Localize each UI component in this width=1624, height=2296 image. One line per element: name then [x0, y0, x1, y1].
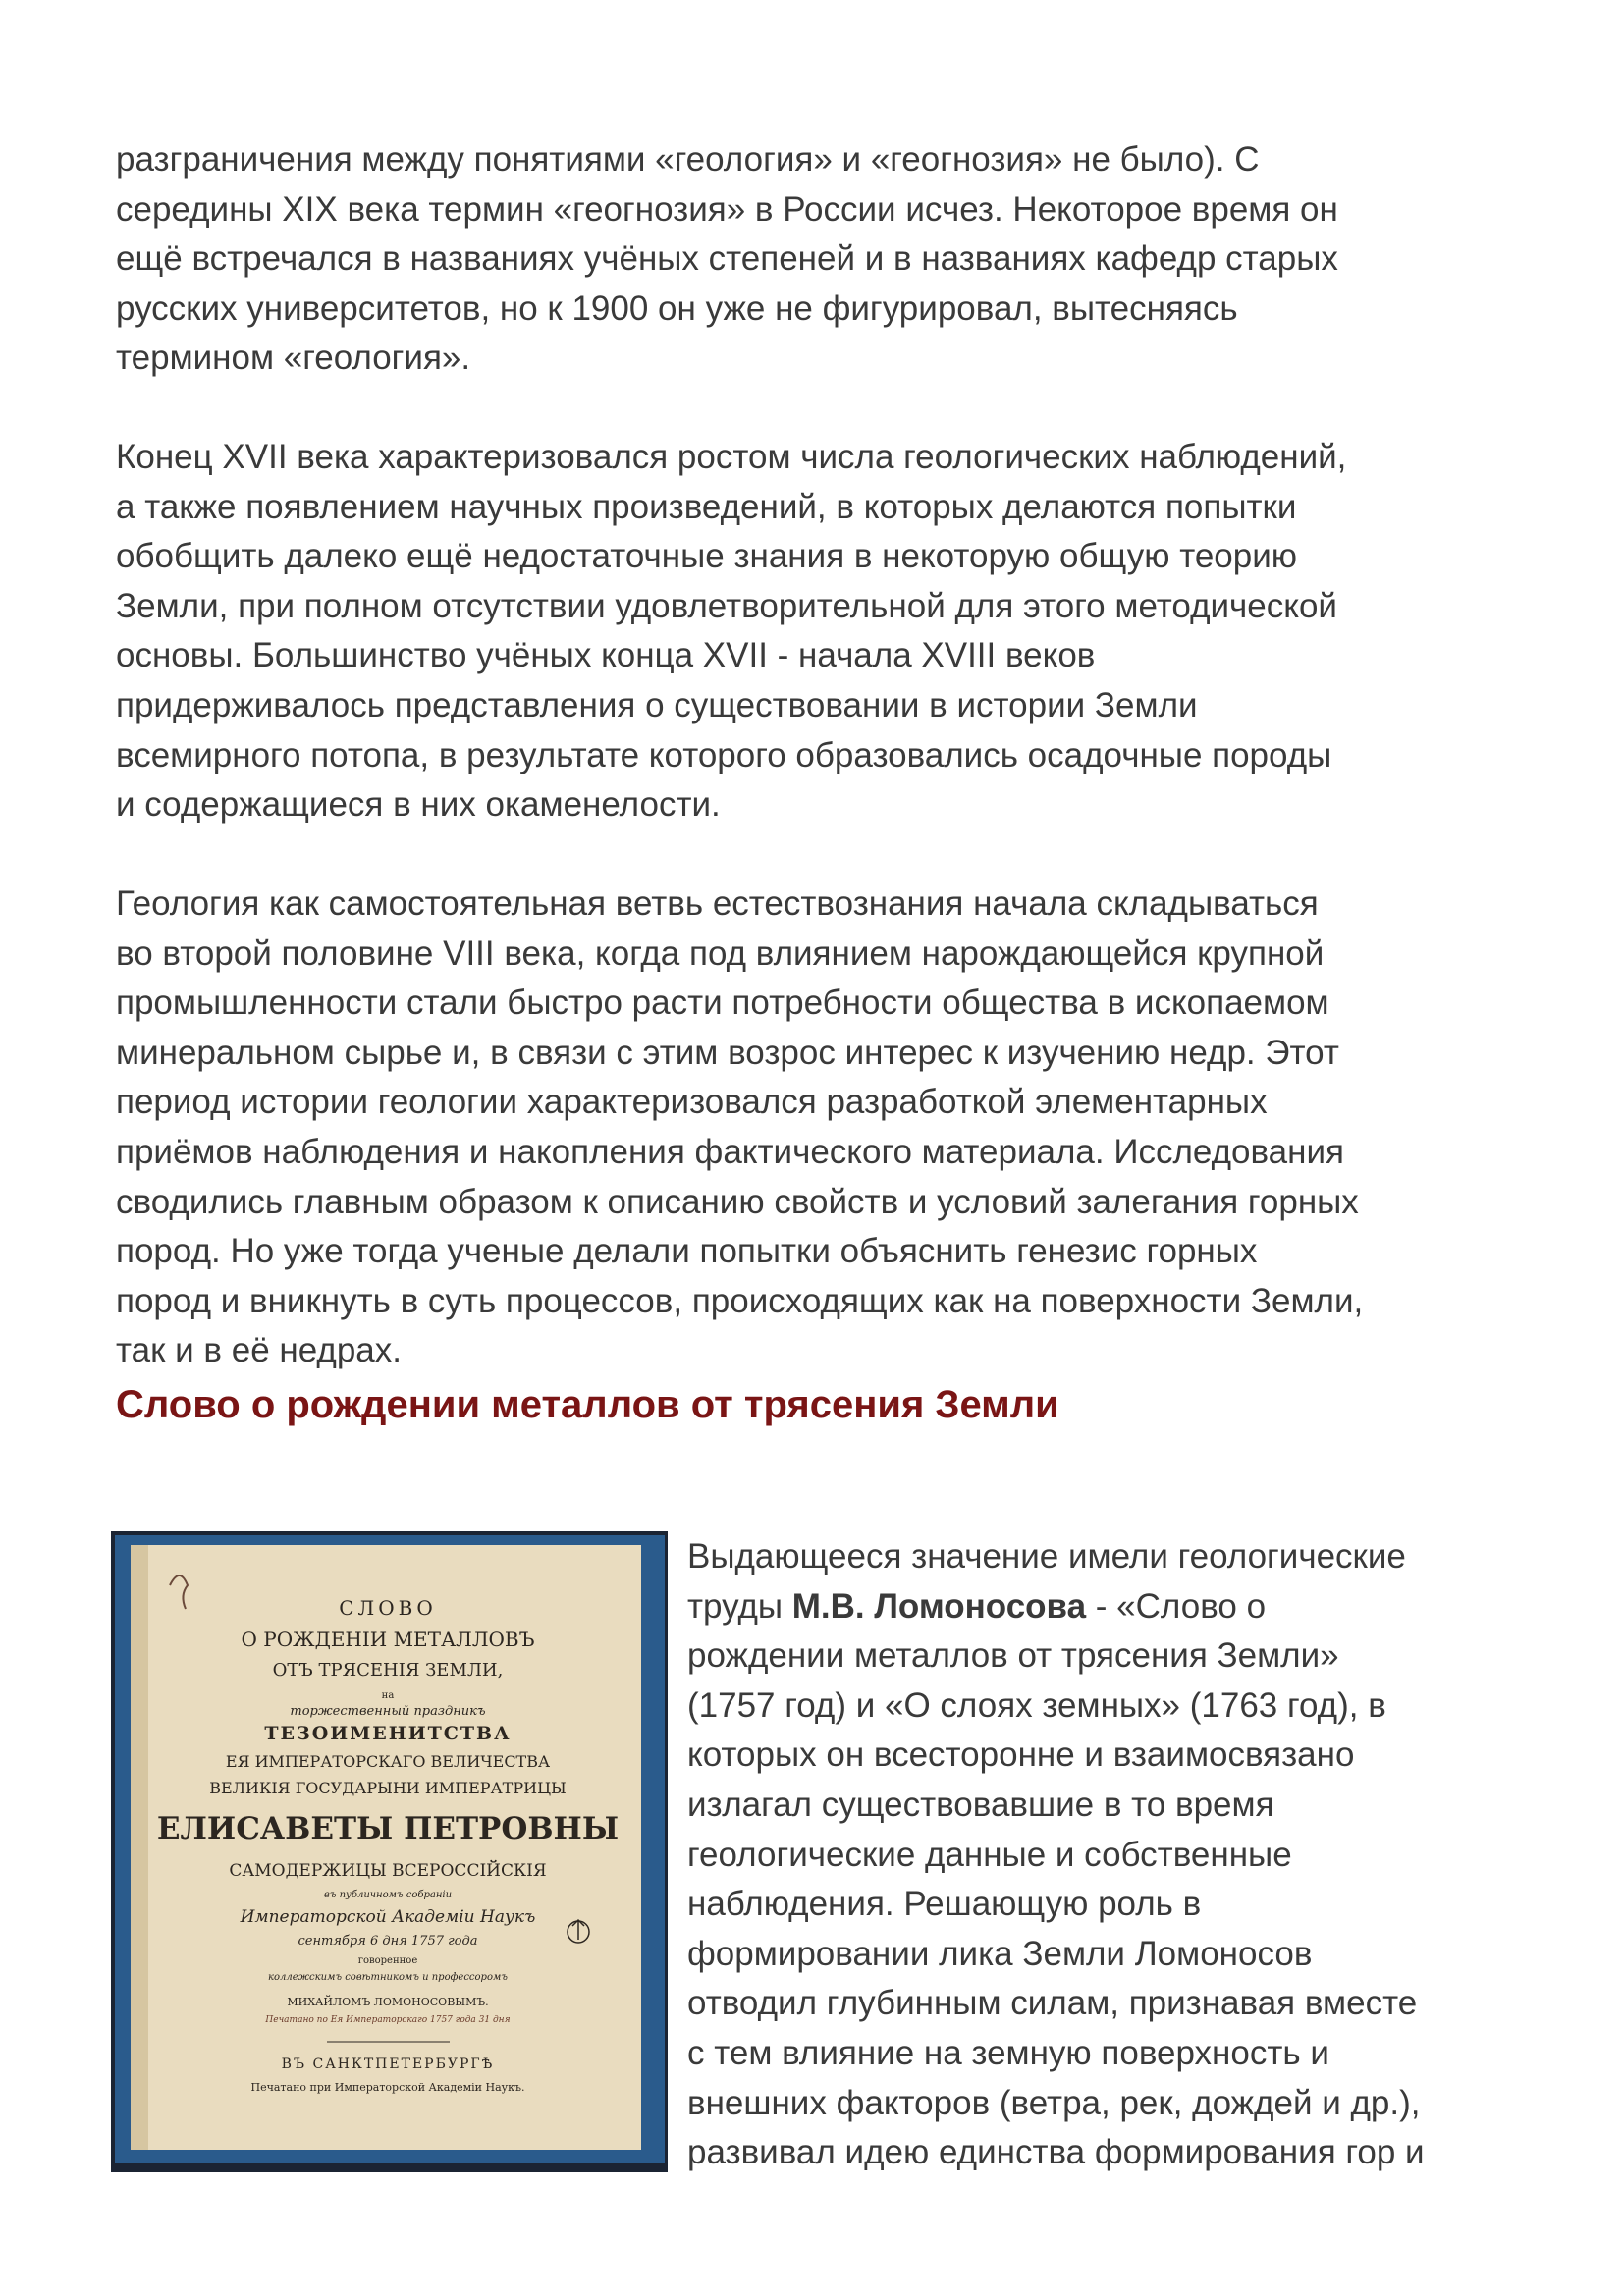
book-line: СЛОВО — [339, 1596, 437, 1620]
text-line: всемирного потопа, в результате которого образовались осадочные породы — [116, 735, 1332, 774]
book-line: МИХАЙЛОМЪ ЛОМОНОСОВЫМЪ. — [287, 1996, 489, 2008]
text-line: разграничения между понятиями «геология» и «геогнозия» не было). С — [116, 140, 1260, 179]
book-line: на — [381, 1690, 395, 1701]
text-line: ещё встречался в названиях учёных степеней и в названиях кафедр старых — [116, 240, 1338, 279]
book-line: Императорской Академіи Наукъ — [240, 1907, 536, 1927]
book-photo-svg — [111, 1531, 668, 2172]
text-line: минеральном сырье и, в связи с этим возрос интерес к изучению недр. Этот — [116, 1033, 1339, 1072]
text-line: во второй половине VIII века, когда под влиянием нарождающейся крупной — [116, 934, 1325, 973]
section-heading: Слово о рождении металлов от трясения Земли — [116, 1383, 1059, 1426]
text-line: внешних факторов (ветра, рек, дождей и др.), — [687, 2083, 1421, 2122]
book-line: ОТЪ ТРЯСЕНІЯ ЗЕМЛИ, — [272, 1660, 504, 1681]
lomonosov-name: М.В. Ломоносова — [791, 1586, 1087, 1626]
text-line: Выдающееся значение имели геологические — [687, 1537, 1406, 1575]
text-line: Земли, при полном отсутствии удовлетворительной для этого методической — [116, 586, 1337, 625]
book-line: коллежскимъ совѣтникомъ и профессоромъ — [268, 1972, 508, 1983]
binding-shadow — [131, 1545, 148, 2150]
text-line: наблюдения. Решающую роль в — [687, 1885, 1202, 1924]
paragraph-geognosy — [116, 135, 1530, 384]
text-line: середины XIX века термин «геогнозия» в России исчез. Некоторое время он — [116, 189, 1338, 229]
book-line: торжественный праздникъ — [290, 1704, 486, 1719]
text-line: геологические данные и собственные — [687, 1835, 1292, 1874]
text-line: излагал существовавшие в то время — [687, 1785, 1274, 1824]
text-line: пород и вникнуть в суть процессов, происходящих как на поверхности Земли, — [116, 1281, 1364, 1320]
book-line: Печатано по Ея Императорскаго 1757 года 31 дня — [265, 2015, 511, 2025]
text-line: формировании лика Земли Ломоносов — [687, 1934, 1313, 1973]
paragraph-xvii-century — [116, 433, 1530, 830]
text-line: обобщить далеко ещё недостаточные знания в некоторую общую теорию — [116, 537, 1298, 576]
book-line: ЕЯ ИМПЕРАТОРСКАГО ВЕЛИЧЕСТВА — [225, 1752, 551, 1771]
book-line: сентября 6 дня 1757 года — [298, 1934, 478, 1949]
book-line: САМОДЕРЖИЦЫ ВСЕРОССІЙСКІЯ — [229, 1861, 547, 1881]
text-line: основы. Большинство учёных конца XVII - начала XVIII веков — [116, 636, 1096, 675]
text-line: так и в её недрах. — [116, 1331, 402, 1370]
book-line: О РОЖДЕНІИ МЕТАЛЛОВЪ — [241, 1628, 535, 1651]
text-line: русских университетов, но к 1900 он уже не фигурировал, вытесняясь — [116, 289, 1238, 328]
text-line: рождении металлов от трясения Земли» — [687, 1636, 1339, 1676]
text-line: период истории геологии характеризовался разработкой элементарных — [116, 1083, 1268, 1122]
text-line: отводил глубинным силам, признавая вместе — [687, 1984, 1418, 2023]
text-line-with-bold — [687, 1582, 1532, 1632]
text-line: Геология как самостоятельная ветвь естествознания начала складываться — [116, 884, 1319, 923]
text-line: Конец XVII века характеризовался ростом числа геологических наблюдений, — [116, 438, 1347, 476]
book-title-page-photo — [111, 1531, 668, 2172]
text-fragment: - «Слово о — [1086, 1586, 1267, 1626]
book-line: въ публичномъ собраніи — [323, 1890, 453, 1900]
text-line: с тем влияние на земную поверхность и — [687, 2033, 1329, 2072]
text-line: развивал идею единства формирования гор и — [687, 2133, 1425, 2172]
text-line: приёмов наблюдения и накопления фактического материала. Исследования — [116, 1132, 1344, 1171]
text-line: промышленности стали быстро расти потребности общества в ископаемом — [116, 984, 1329, 1023]
text-line: а также появлением научных произведений, в которых делаются попытки — [116, 487, 1297, 526]
text-line: и содержащиеся в них окаменелости. — [116, 785, 721, 825]
text-line: термином «геология». — [116, 339, 471, 378]
text-line: сводились главным образом к описанию свойств и условий залегания горных — [116, 1182, 1359, 1221]
book-line: ВЪ САНКТПЕТЕРБУРГѢ — [281, 2056, 495, 2072]
book-line: Печатано при Императорской Академіи Наукъ. — [250, 2081, 525, 2094]
book-line: ЕЛИСАВЕТЫ ПЕТРОВНЫ — [156, 1811, 620, 1846]
text-fragment: труды — [687, 1586, 792, 1626]
text-line: придерживалось представления о существовании в истории Земли — [116, 685, 1198, 724]
text-line: которых он всесторонне и взаимосвязано — [687, 1735, 1355, 1775]
lomonosov-paragraph — [687, 1532, 1532, 2178]
book-line: ТЕЗОИМЕНИТСТВА — [264, 1723, 512, 1744]
paragraph-geology-science — [116, 880, 1530, 1376]
text-line: пород. Но уже тогда ученые делали попытки объяснить генезис горных — [116, 1232, 1258, 1271]
text-line: (1757 год) и «О слоях земных» (1763 год), в — [687, 1685, 1386, 1725]
book-line: говоренное — [357, 1955, 418, 1966]
book-line: ВЕЛИКІЯ ГОСУДАРЫНИ ИМПЕРАТРИЦЫ — [209, 1779, 567, 1797]
